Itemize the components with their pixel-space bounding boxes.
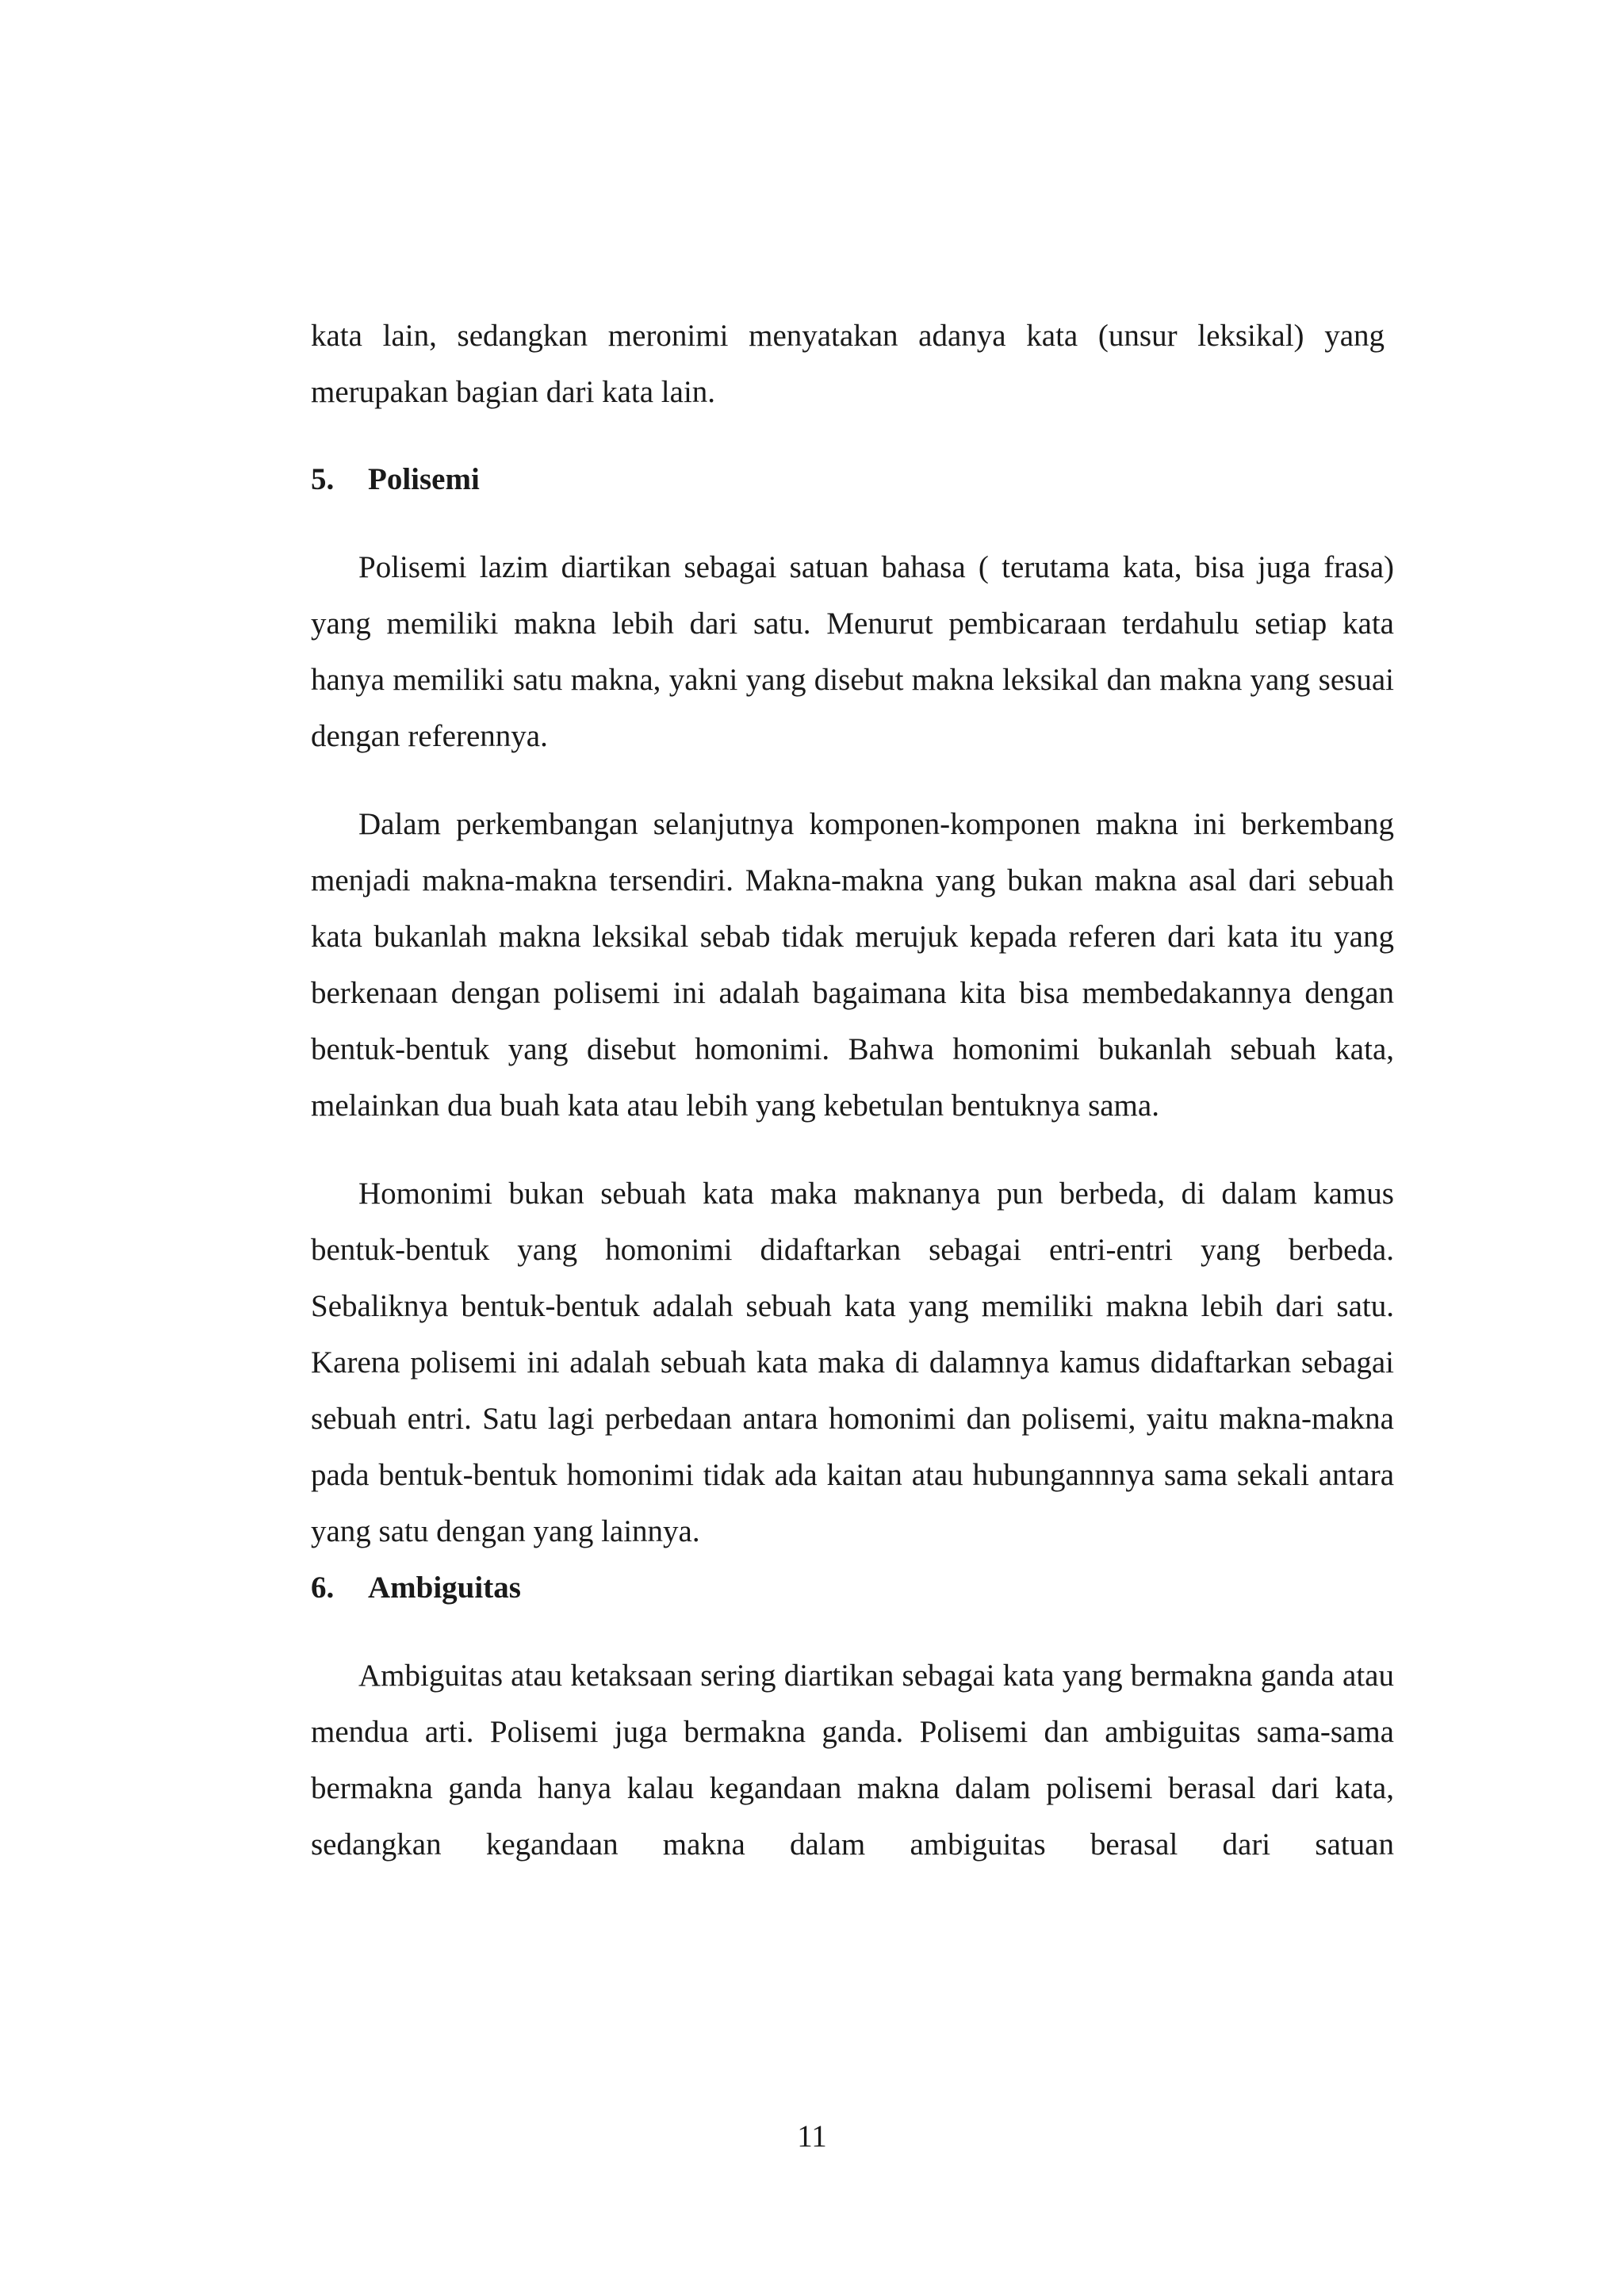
section-5-paragraph-2: Dalam perkembangan selanjutnya komponen-komponen makna ini berkembang menjadi makna-makna tersendiri. Makna-makna yang bukan makna asal dari sebuah kata bukanlah makna leksikal sebab tidak merujuk kepada referen dari kata itu yang berkenaan dengan polisemi ini adalah bagaimana kita bisa membedakannya dengan bentuk-bentuk yang disebut homonimi. Bahwa homonimi bukanlah sebuah kata, melainkan dua buah kata atau lebih yang kebetulan bentuknya sama.	[311, 807, 1394, 1123]
page-number: 11	[797, 2119, 827, 2153]
section-6-number: 6.	[311, 1571, 335, 1605]
section-5-paragraph-1: Polisemi lazim diartikan sebagai satuan bahasa ( terutama kata, bisa juga frasa) yang memiliki makna lebih dari satu. Menurut pembicaraan terdahulu setiap kata hanya memiliki satu makna, yakni yang disebut makna leksikal dan makna yang sesuai dengan referennya.	[311, 550, 1394, 753]
section-5-title: Polisemi	[368, 462, 480, 496]
intro-line-1: kata lain, sedangkan meronimi menyatakan adanya kata (unsur leksikal) yang	[311, 319, 1385, 353]
document-page	[311, 308, 1394, 1873]
section-6-heading	[311, 1559, 1394, 1616]
section-5-number: 5.	[311, 462, 335, 496]
intro-line-2: merupakan bagian dari kata lain.	[311, 375, 716, 409]
section-5-paragraph-3: Homonimi bukan sebuah kata maka maknanya pun berbeda, di dalam kamus bentuk-bentuk yang homonimi didaftarkan sebagai entri-entri yang berbeda. Sebaliknya bentuk-bentuk adalah sebuah kata yang memiliki makna lebih dari satu. Karena polisemi ini adalah sebuah kata maka di dalamnya kamus didaftarkan sebagai sebuah entri. Satu lagi perbedaan antara homonimi dan polisemi, yaitu makna-makna pada bentuk-bentuk homonimi tidak ada kaitan atau hubungannnya sama sekali antara yang satu dengan yang lainnya.	[311, 1177, 1394, 1548]
section-5-heading	[311, 451, 1394, 507]
section-6-title: Ambiguitas	[368, 1571, 521, 1605]
section-6-paragraph-1: Ambiguitas atau ketaksaan sering diartikan sebagai kata yang bermakna ganda atau mendua arti. Polisemi juga bermakna ganda. Polisemi dan ambiguitas sama-sama bermakna ganda hanya kalau kegandaan makna dalam polisemi berasal dari kata, sedangkan kegandaan makna dalam ambiguitas berasal dari satuan	[311, 1659, 1394, 1862]
